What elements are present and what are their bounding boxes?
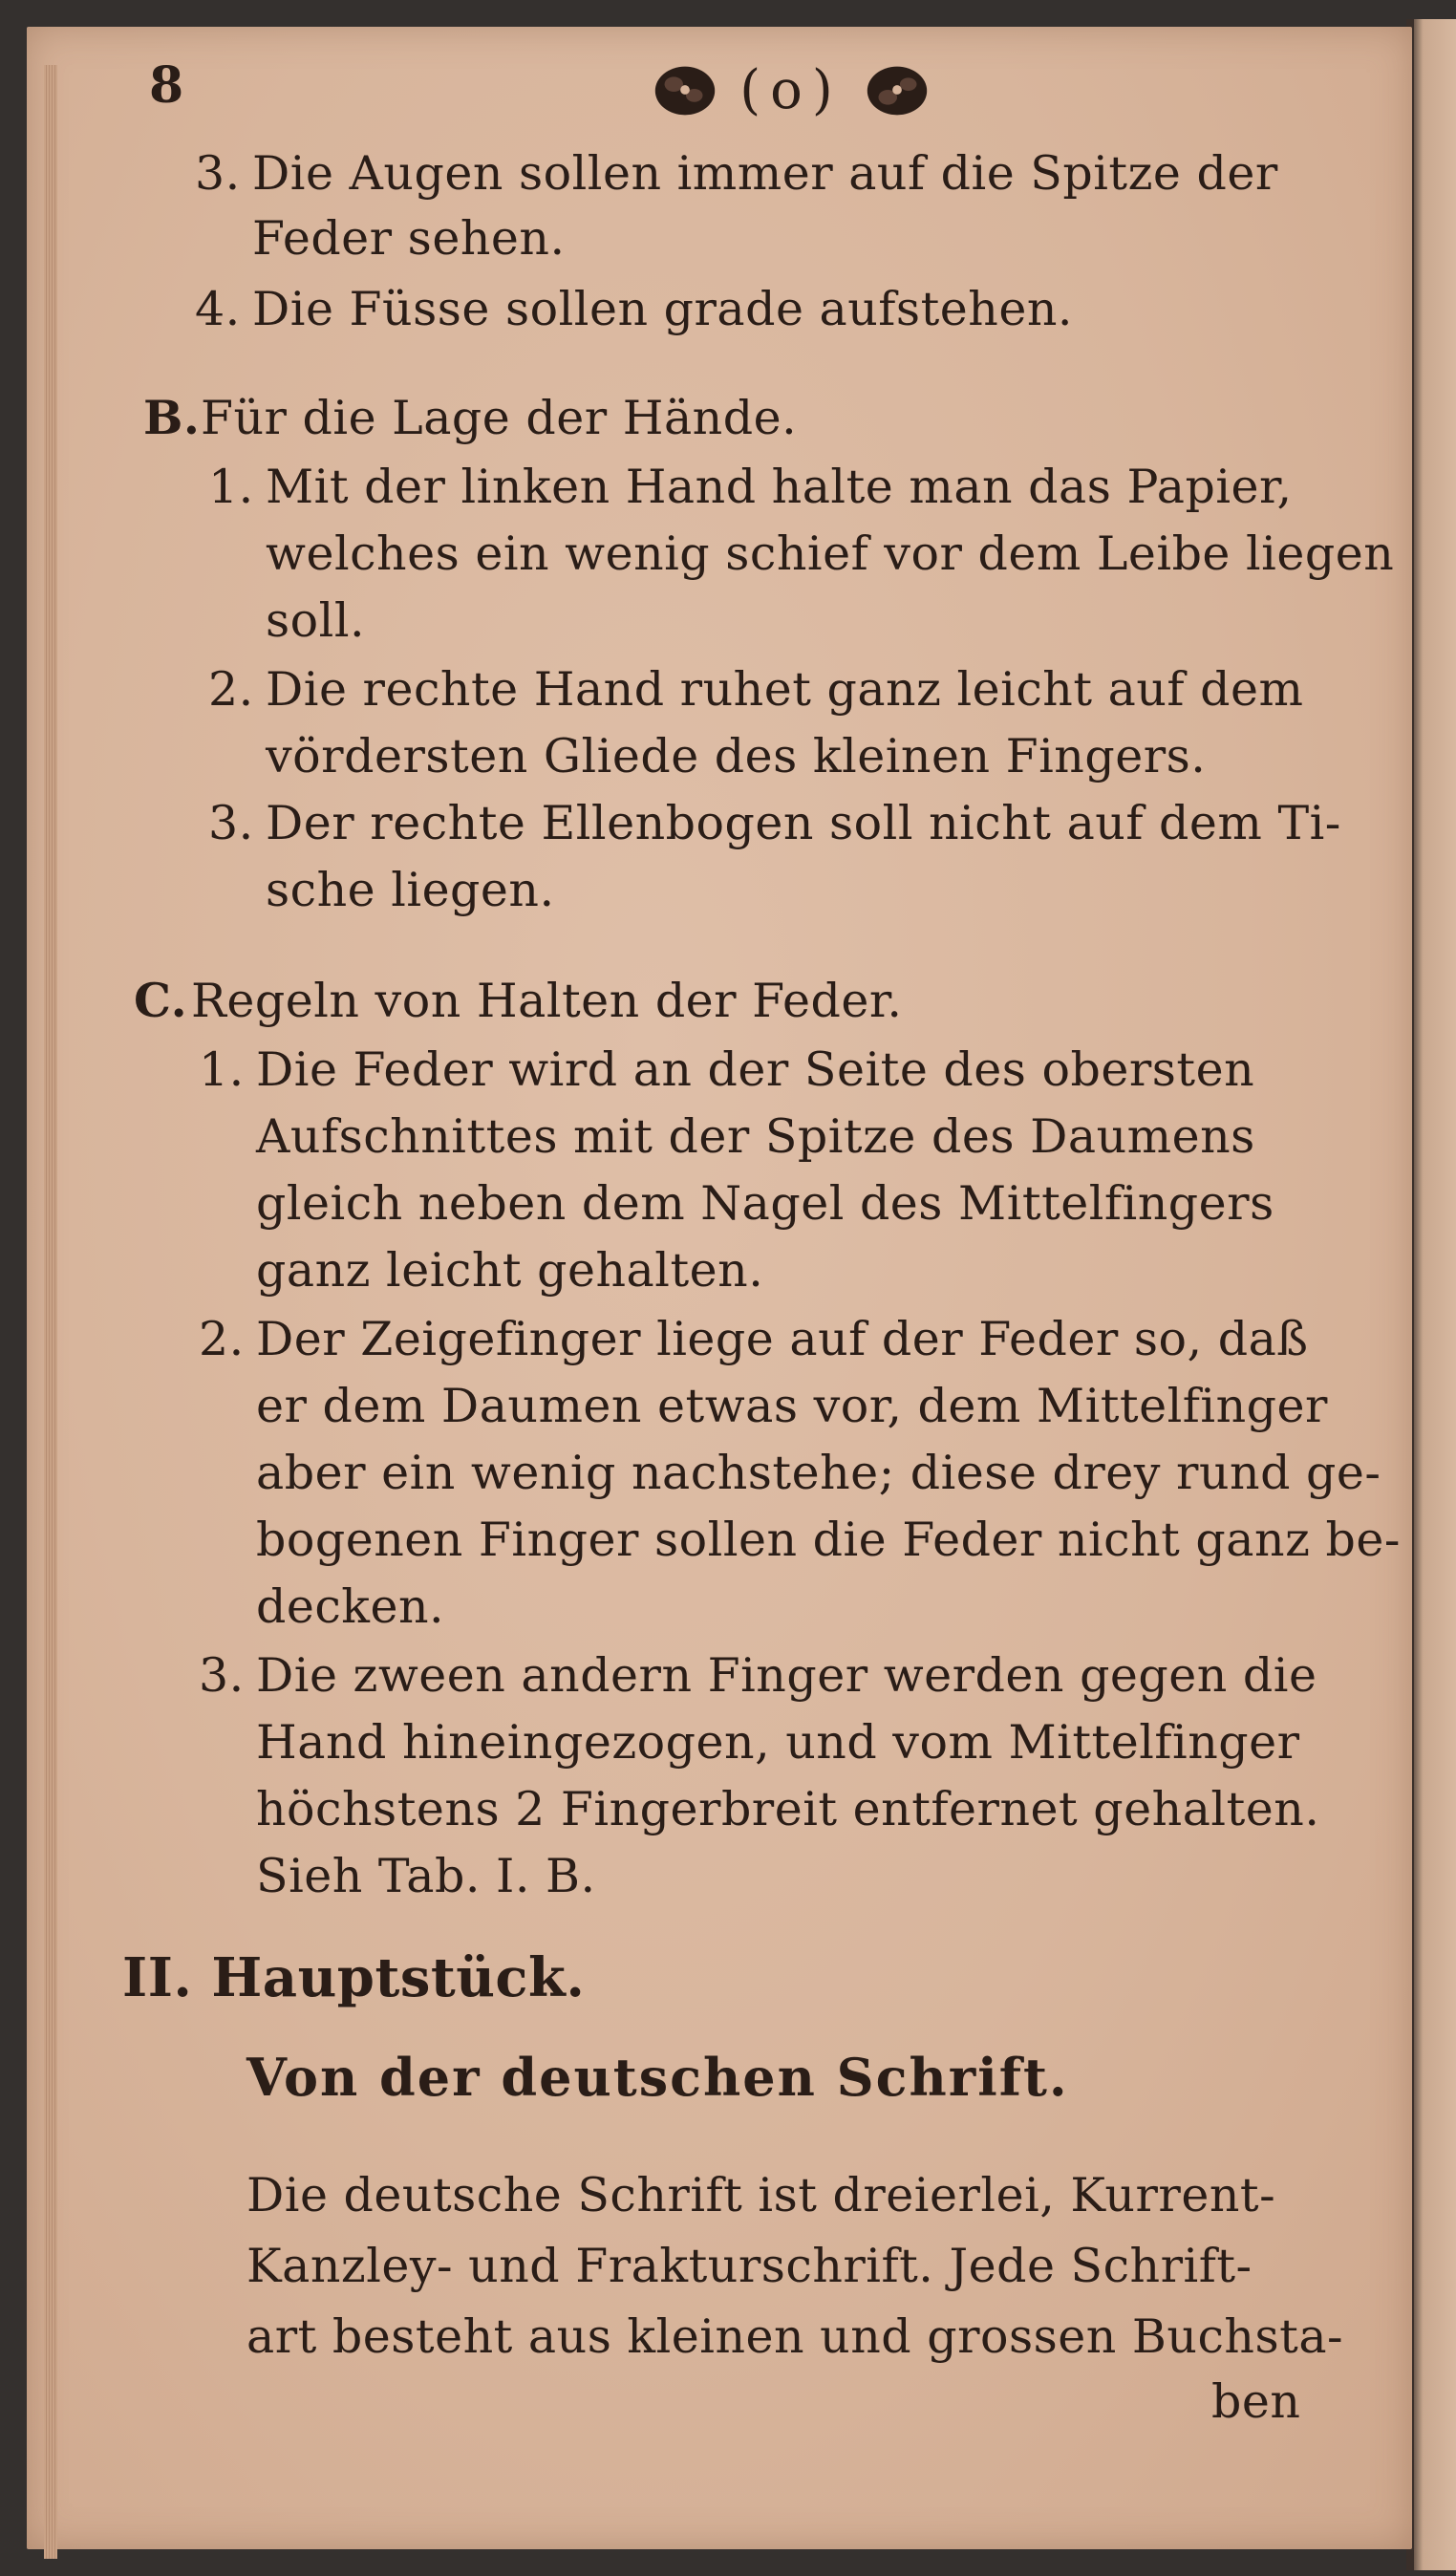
line-text: Der rechte Ellenbogen soll nicht auf dem Ti- [266,796,1341,850]
text-line: Feder sehen. [252,211,566,266]
section-heading-b [143,385,797,451]
item-number: 3. [208,796,254,850]
line-text: Mit der linken Hand halte man das Papier, [266,460,1293,514]
text-line [195,277,1073,342]
text-line: höchstens 2 Fingerbreit entfernet gehalten. [256,1782,1320,1836]
text-line: welches ein wenig schief vor dem Leibe liegen [266,526,1395,581]
text-line: vördersten Gliede des kleinen Fingers. [266,729,1207,784]
chapter-subtitle: Von der deutschen Schrift. [246,2047,1069,2108]
paragraph-line: art besteht aus kleinen und grossen Buchsta- [246,2309,1344,2364]
line-text: Die Feder wird an der Seite des obersten [256,1042,1255,1097]
text-line: bogenen Finger sollen die Feder nicht ganz be- [256,1513,1401,1567]
section-letter: B. [143,390,201,445]
section-letter: C. [134,973,188,1028]
text-line: Hand hineingezogen, und vom Mittelfinger [256,1715,1300,1770]
item-number: 2. [199,1312,245,1366]
text-line: Aufschnittes mit der Spitze des Daumens [256,1109,1255,1164]
text-line [199,1038,1254,1103]
line-text: Die Augen sollen immer auf die Spitze der [252,146,1278,201]
catchword: ben [1211,2374,1301,2429]
item-number: 1. [199,1042,245,1097]
line-text: Die Füsse sollen grade aufstehen. [252,282,1073,336]
page-number: 8 [149,56,184,115]
text-line: gleich neben dem Nagel des Mittelfingers [256,1176,1274,1231]
text-line: aber ein wenig nachstehe; diese drey rund ge- [256,1446,1381,1500]
item-number: 3. [195,146,241,201]
text-line [199,1643,1317,1708]
text-line: soll. [266,593,366,648]
section-title: Regeln von Halten der Feder. [191,974,903,1028]
item-number: 2. [208,662,254,717]
item-number: 1. [208,460,254,514]
text-line [199,1307,1309,1372]
text-line: Sieh Tab. I. B. [256,1849,596,1903]
paragraph-line: Die deutsche Schrift ist dreierlei, Kurrent- [246,2168,1276,2222]
paragraph-line: Kanzley- und Frakturschrift. Jede Schrift- [246,2239,1253,2293]
book-page [27,27,1412,2549]
page-header [552,48,1030,134]
text-line: ganz leicht gehalten. [256,1243,764,1298]
line-text: Der Zeigefinger liege auf der Feder so, daß [256,1312,1309,1366]
flower-ornament-left-icon [648,57,722,124]
text-line [208,455,1293,520]
next-page-edge [1412,19,1456,2570]
text-line: decken. [256,1579,445,1634]
line-text: Die zween andern Finger werden gegen die [256,1648,1317,1703]
flower-ornament-right-icon [860,57,934,124]
item-number: 3. [199,1648,245,1703]
text-line [208,791,1341,856]
page-text [27,27,1412,2549]
text-line: er dem Daumen etwas vor, dem Mittelfinger [256,1379,1328,1433]
chapter-heading: II. Hauptstück. [122,1946,586,2009]
text-line [195,141,1278,206]
header-mark: (o) [739,59,843,121]
item-number: 4. [195,282,241,336]
section-title: Für die Lage der Hände. [201,391,798,445]
text-line [208,657,1303,722]
text-line: sche liegen. [266,863,555,917]
line-text: Die rechte Hand ruhet ganz leicht auf dem [266,662,1304,717]
section-heading-c [134,968,902,1034]
